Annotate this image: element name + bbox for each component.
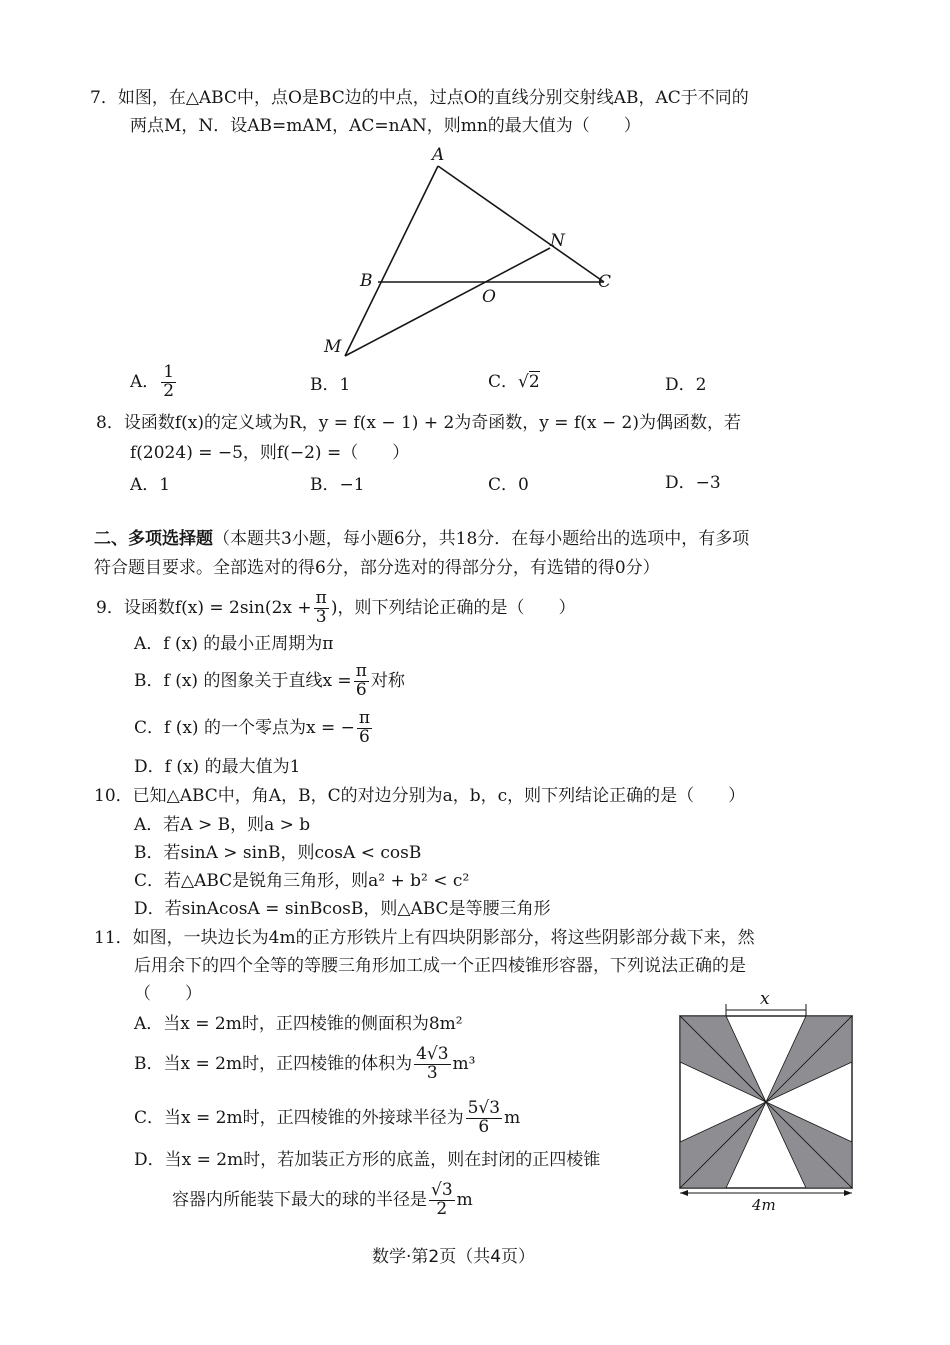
- q7-line-mn: [345, 248, 550, 356]
- q11-square-figure: [670, 990, 870, 1220]
- q11-side-label: 4m: [752, 1196, 776, 1214]
- q7-triangle-figure: [300, 140, 640, 370]
- q7-label-m: M: [324, 337, 342, 357]
- q9-option-c-fraction: $\frac{\pi}{6}$: [358, 708, 371, 747]
- q11-option-d-line2: 容器内所能装下最大的球的半径是 $\frac{√3}{2}$ m: [172, 1180, 473, 1219]
- q11-stem-line1: 11．如图，一块边长为4m的正方形铁片上有四块阴影部分，将这些阴影部分裁下来，然: [94, 928, 755, 948]
- q7-label-a: A: [432, 145, 445, 165]
- q11-option-d-fraction: $\frac{√3}{2}$: [431, 1180, 453, 1219]
- section2-title: 二、多项选择题: [94, 529, 213, 549]
- q8-stem-line1: 8．设函数f(x)的定义域为R，y = f(x − 1) + 2为奇函数，y = f(x − 2)为偶函数，若: [96, 413, 741, 433]
- q7-option-d: D．2: [665, 375, 707, 395]
- q11-stem-line2: 后用余下的四个全等的等腰三角形加工成一个正四棱锥形容器，下列说法正确的是: [134, 956, 746, 976]
- q7-stem-line2: 两点M，N．设AB=mAM，AC=nAN，则mn的最大值为（ ）: [130, 116, 641, 136]
- q10-stem: 10．已知△ABC中，角A，B，C的对边分别为a，b，c，则下列结论正确的是（ ）: [94, 786, 746, 806]
- q11-option-b-fraction: $\frac{4√3}{3}$: [416, 1044, 449, 1083]
- q8-stem-line2: f(2024) = −5，则f(−2) =（ ）: [130, 443, 410, 463]
- q7-side-ac: [438, 166, 604, 282]
- q11-stem-line3: （ ）: [134, 984, 202, 1004]
- q11-option-d-line1: D．当x = 2m时，若加装正方形的底盖，则在封闭的正四棱锥: [134, 1150, 601, 1170]
- q8-option-b: B．−1: [310, 475, 365, 495]
- q9-option-b: B．f (x) 的图象关于直线x = $\frac{\pi}{6}$ 对称: [134, 661, 405, 700]
- q7-label-c: C: [598, 272, 612, 292]
- q9-stem: 9．设函数f(x) = 2sin(2x + $\frac{\pi}{3}$ )，则下列结论正确的是（ ）: [96, 588, 576, 627]
- q9-stem-fraction: $\frac{\pi}{3}$: [315, 588, 327, 627]
- q8-option-c: C．0: [488, 475, 529, 495]
- q7-option-a: [130, 364, 178, 401]
- q7-option-a-label: A．: [130, 371, 160, 392]
- q9-option-d: D．f (x) 的最大值为1: [134, 757, 301, 777]
- q7-option-a-fraction: $\frac{1}{2}$: [163, 362, 175, 401]
- sqrt-symbol: √: [518, 372, 529, 392]
- q7-label-n: N: [550, 231, 565, 251]
- q9-option-a: A．f (x) 的最小正周期为π: [134, 634, 334, 654]
- q8-option-d: D．−3: [665, 473, 721, 493]
- q11-option-c-fraction: $\frac{5√3}{6}$: [467, 1098, 501, 1137]
- q11-option-b: B．当x = 2m时，正四棱锥的体积为 $\frac{4√3}{3}$ m³: [134, 1044, 476, 1083]
- q11-option-a: A．当x = 2m时，正四棱锥的侧面积为8m²: [134, 1014, 463, 1034]
- page-footer: 数学·第2页（共4页）: [372, 1247, 536, 1267]
- q10-option-b: B．若sinA > sinB，则cosA < cosB: [134, 843, 422, 863]
- q7-stem-line1: 7．如图，在△ABC中，点O是BC边的中点，过点O的直线分别交射线AB，AC于不同的: [90, 88, 749, 108]
- q11-x-label: x: [760, 990, 770, 1009]
- q7-label-o: O: [482, 287, 496, 307]
- section2-heading-line1: 二、多项选择题（本题共3小题，每小题6分，共18分．在每小题给出的选项中，有多项: [94, 529, 750, 549]
- q10-option-a: A．若A > B，则a > b: [134, 815, 311, 835]
- q7-option-b: B．1: [310, 375, 351, 395]
- q11-arrow-right: [844, 1190, 852, 1196]
- q7-ray-am: [345, 166, 438, 356]
- q8-option-a: A．1: [130, 475, 171, 495]
- q10-option-d: D．若sinAcosA = sinBcosB，则△ABC是等腰三角形: [134, 899, 551, 919]
- q7-option-c: C．√2: [488, 372, 540, 392]
- q11-option-c: C．当x = 2m时，正四棱锥的外接球半径为 $\frac{5√3}{6}$ m: [134, 1098, 521, 1137]
- q10-option-c: C．若△ABC是锐角三角形，则a² + b² < c²: [134, 871, 470, 891]
- q9-option-b-fraction: $\frac{\pi}{6}$: [355, 661, 367, 700]
- section2-heading-line2: 符合题目要求。全部选对的得6分，部分选对的得部分分，有选错的得0分）: [94, 558, 660, 578]
- q7-label-b: B: [360, 271, 373, 291]
- q11-arrow-left: [680, 1190, 688, 1196]
- q9-option-c: C．f (x) 的一个零点为x = − $\frac{\pi}{6}$: [134, 708, 371, 747]
